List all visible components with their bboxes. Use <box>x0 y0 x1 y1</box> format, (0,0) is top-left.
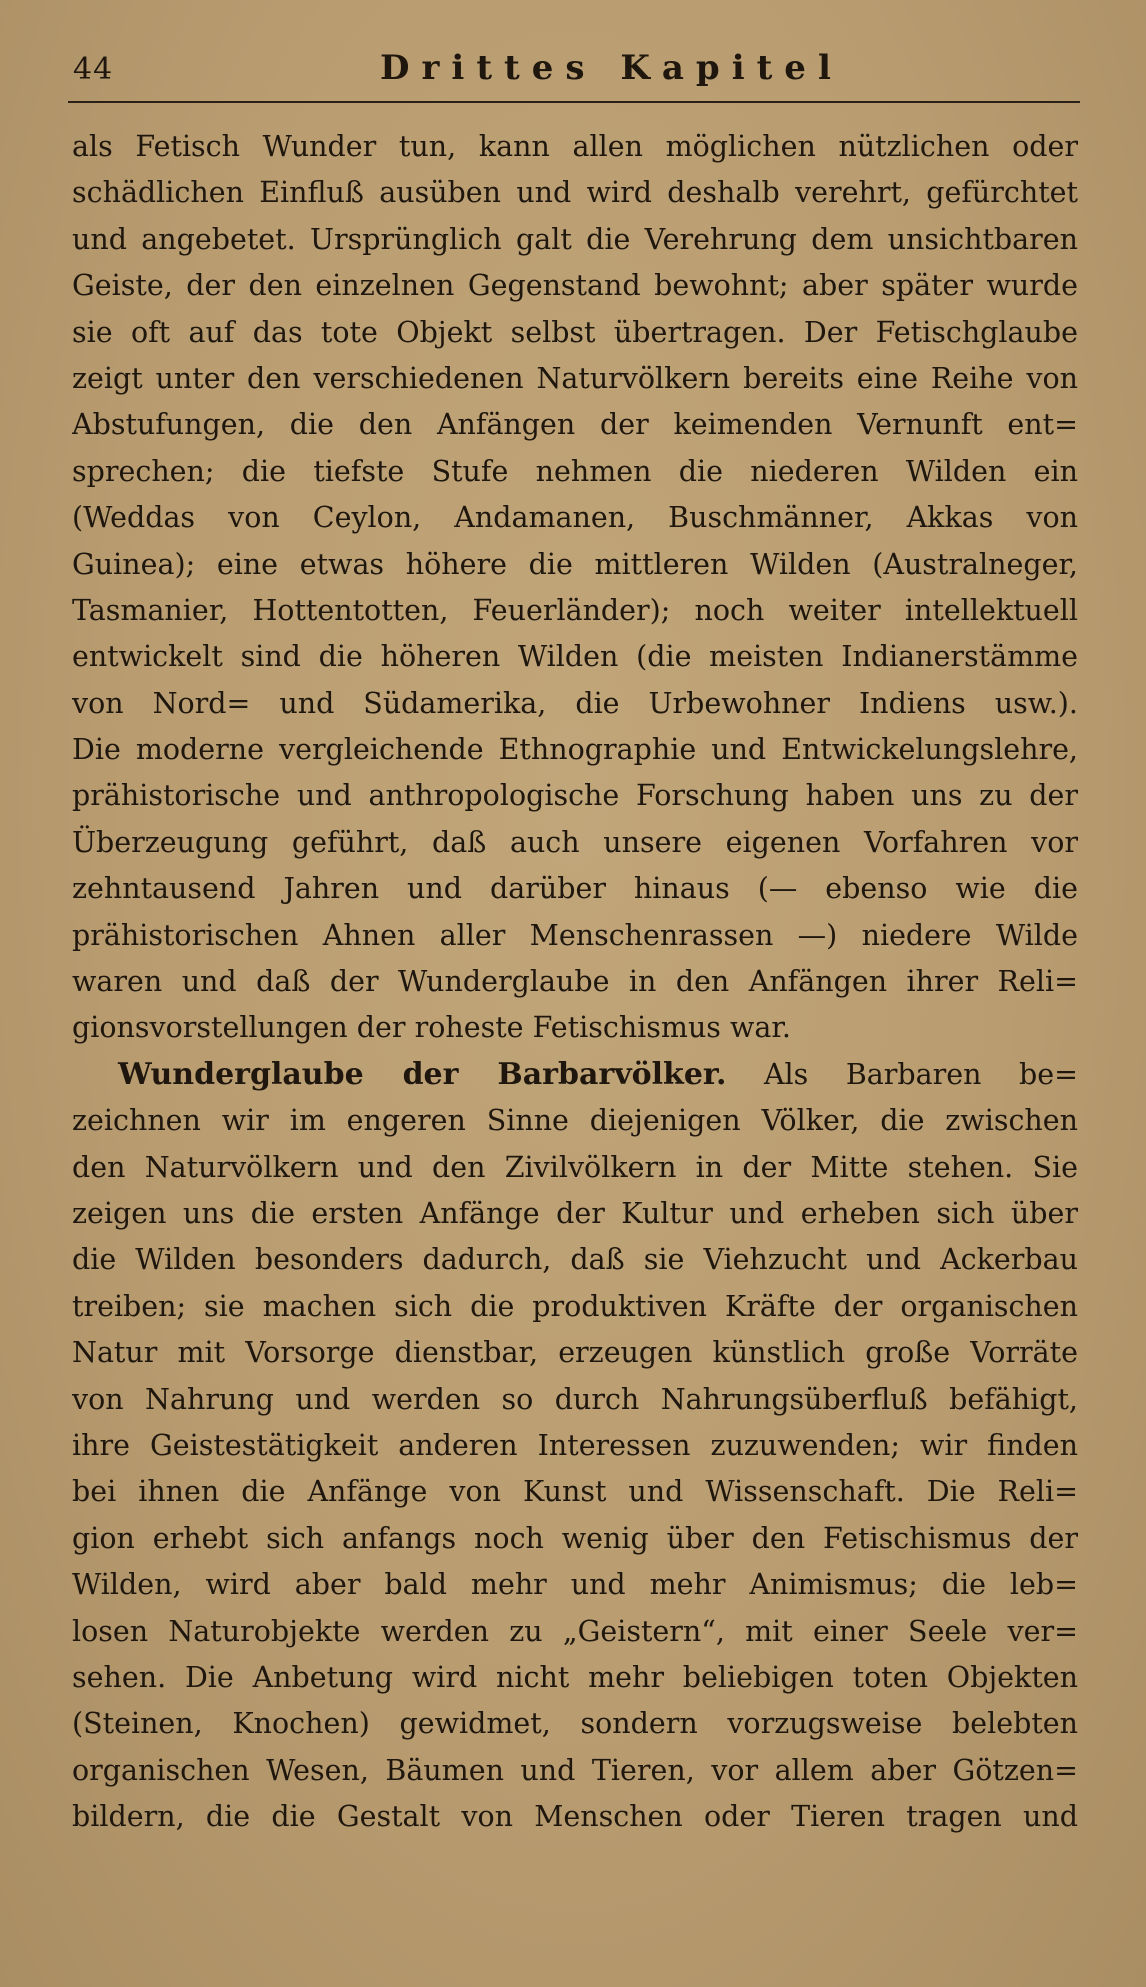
text-line: gionsvorstellungen der roheste Fetischismus war. <box>72 1011 791 1045</box>
text-line: organischen Wesen, Bäumen und Tieren, vor allem aber Götzen= <box>72 1753 1078 1787</box>
text-line: prähistorischen Ahnen aller Menschenrassen —) niedere Wilde <box>72 918 1078 952</box>
text-line: sie oft auf das tote Objekt selbst übertragen. Der Fetischglaube <box>72 315 1078 349</box>
text-line: als Fetisch Wunder tun, kann allen möglichen nützlichen oder <box>72 130 1078 163</box>
text-line: waren und daß der Wunderglaube in den Anfängen ihrer Reli= <box>72 965 1078 999</box>
text-line: entwickelt sind die höheren Wilden (die meisten Indianerstämme <box>72 640 1078 674</box>
text-line: prähistorische und anthropologische Forschung haben uns zu der <box>72 779 1078 813</box>
running-head: Drittes Kapitel <box>380 48 843 88</box>
text-line: zeigt unter den verschiedenen Naturvölkern bereits eine Reihe von <box>72 361 1078 395</box>
text-line: und angebetet. Ursprünglich galt die Verehrung dem unsichtbaren <box>72 222 1078 256</box>
text-line: sehen. Die Anbetung wird nicht mehr beliebigen toten Objekten <box>72 1660 1078 1694</box>
section-first-line <box>72 1052 1078 1098</box>
text-line: von Nahrung und werden so durch Nahrungsüberfluß befähigt, <box>72 1382 1078 1416</box>
body-text <box>72 124 1078 1840</box>
text-line: den Naturvölkern und den Zivilvölkern in der Mitte stehen. Sie <box>72 1150 1078 1184</box>
section-first-line-text: Als Barbaren be= <box>763 1057 1078 1091</box>
text-line: Überzeugung geführt, daß auch unsere eigenen Vorfahren vor <box>72 825 1078 859</box>
text-line: sprechen; die tiefste Stufe nehmen die niederen Wilden ein <box>72 454 1078 488</box>
text-line: Natur mit Vorsorge dienstbar, erzeugen künstlich große Vorräte <box>72 1336 1078 1370</box>
page-number: 44 <box>73 52 114 87</box>
text-line: zeigen uns die ersten Anfänge der Kultur und erheben sich über <box>72 1196 1078 1230</box>
text-line: Geiste, der den einzelnen Gegenstand bewohnt; aber später wurde <box>72 269 1078 303</box>
text-line: Tasmanier, Hottentotten, Feuerländer); noch weiter intellektuell <box>72 593 1078 627</box>
text-line: schädlichen Einfluß ausüben und wird deshalb verehrt, gefürchtet <box>72 176 1078 210</box>
text-line: ihre Geistestätigkeit anderen Interessen zuzuwenden; wir finden <box>72 1428 1078 1462</box>
text-line: von Nord= und Südamerika, die Urbewohner Indiens usw.). <box>72 686 1078 720</box>
text-line: losen Naturobjekte werden zu „Geistern“, mit einer Seele ver= <box>72 1614 1078 1648</box>
text-line: bildern, die die Gestalt von Menschen oder Tieren tragen und <box>72 1800 1078 1834</box>
text-line: die Wilden besonders dadurch, daß sie Viehzucht und Ackerbau <box>72 1243 1078 1277</box>
text-line: Guinea); eine etwas höhere die mittleren Wilden (Australneger, <box>72 547 1078 581</box>
text-line: (Steinen, Knochen) gewidmet, sondern vorzugsweise belebten <box>72 1707 1078 1741</box>
text-line: Abstufungen, die den Anfängen der keimenden Vernunft ent= <box>72 408 1078 442</box>
text-line: zeichnen wir im engeren Sinne diejenigen Völker, die zwischen <box>72 1104 1078 1138</box>
text-line: Die moderne vergleichende Ethnographie und Entwickelungslehre, <box>72 733 1078 767</box>
text-line: (Weddas von Ceylon, Andamanen, Buschmänner, Akkas von <box>72 501 1078 535</box>
text-line: zehntausend Jahren und darüber hinaus (— ebenso wie die <box>72 872 1078 906</box>
text-line: Wilden, wird aber bald mehr und mehr Animismus; die leb= <box>72 1568 1078 1602</box>
text-line: treiben; sie machen sich die produktiven Kräfte der organischen <box>72 1289 1078 1323</box>
header-rule <box>68 101 1080 103</box>
page-header <box>70 48 1078 98</box>
text-line: gion erhebt sich anfangs noch wenig über den Fetischismus der <box>72 1521 1078 1555</box>
text-line: bei ihnen die Anfänge von Kunst und Wissenschaft. Die Reli= <box>72 1475 1078 1509</box>
section-heading: Wunderglaube der Barbarvölker. <box>118 1056 727 1092</box>
